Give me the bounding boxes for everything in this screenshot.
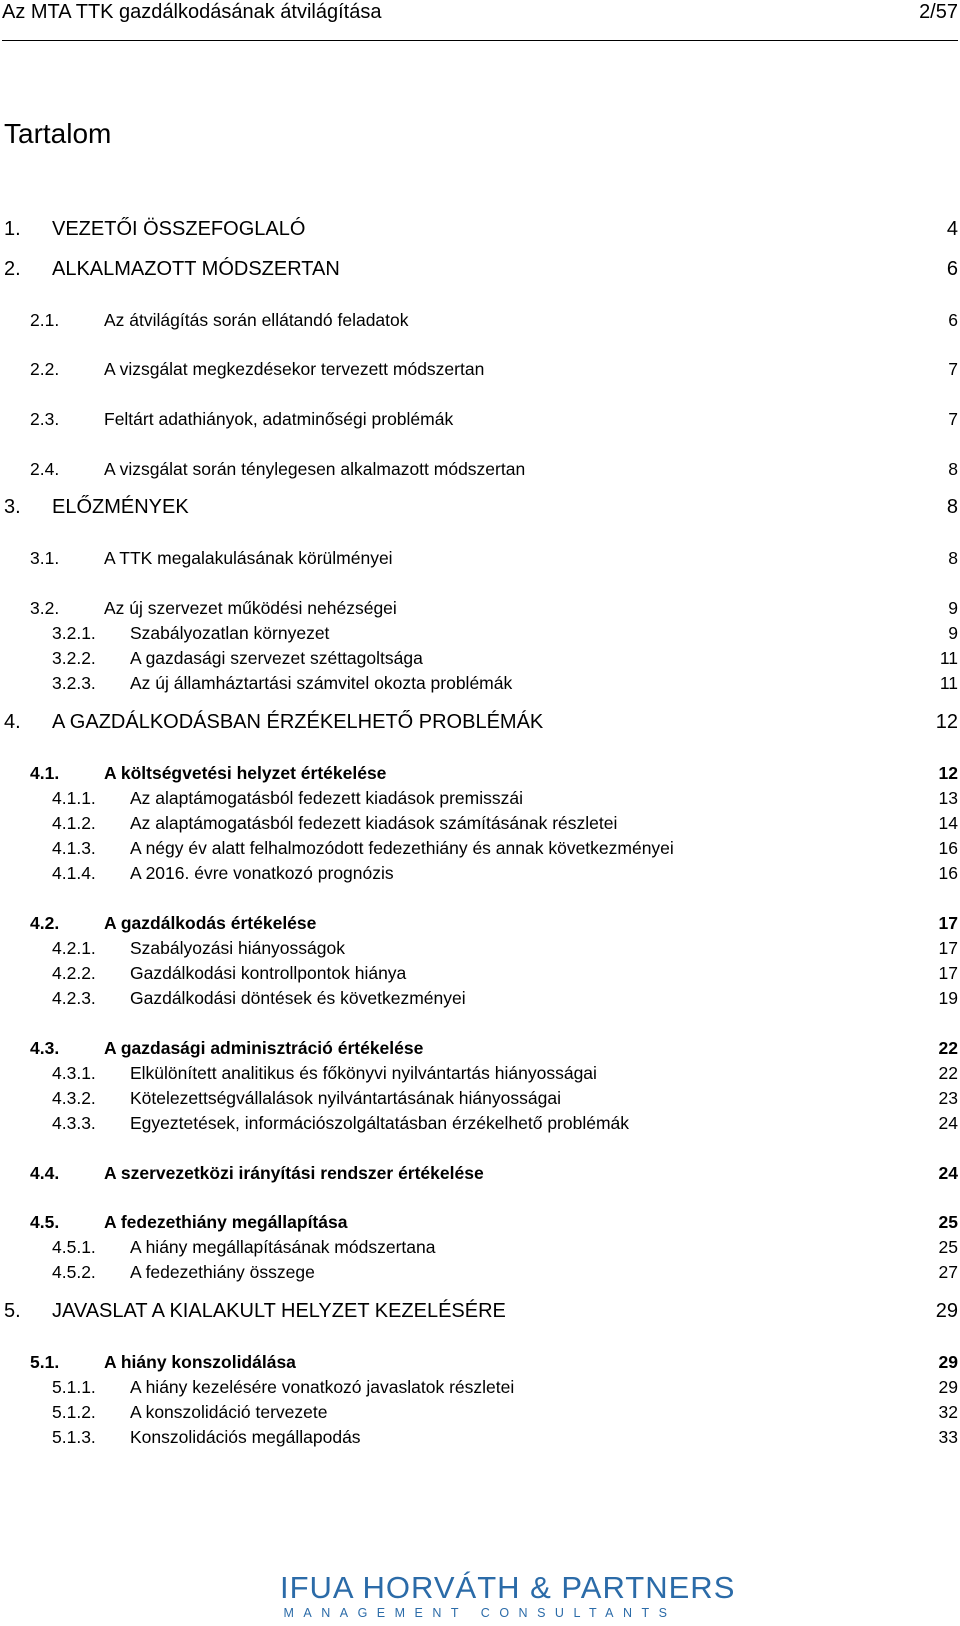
toc-number: 1. (4, 218, 21, 240)
toc-title: Elkülönített analitikus és főkönyvi nyilvántartás hiányosságai (130, 1063, 597, 1083)
toc-title: Szabályozatlan környezet (130, 623, 330, 643)
toc-title: A fedezethiány megállapítása (104, 1212, 348, 1232)
toc-title: Az alaptámogatásból fedezett kiadások premisszái (130, 788, 523, 808)
toc-page: 33 (938, 1427, 958, 1447)
toc-page: 16 (938, 863, 958, 883)
toc-page: 14 (938, 813, 958, 833)
toc-number: 4.2.2. (52, 963, 96, 983)
toc-page: 25 (938, 1237, 958, 1257)
toc-entry[interactable] (0, 1237, 960, 1263)
toc-entry[interactable] (0, 913, 960, 939)
toc-page: 25 (938, 1212, 958, 1232)
toc-page: 9 (948, 623, 958, 643)
toc-entry[interactable] (0, 409, 960, 435)
toc-title: A vizsgálat során ténylegesen alkalmazott módszertan (104, 459, 526, 479)
toc-page: 24 (938, 1113, 958, 1133)
toc-number: 2.1. (30, 310, 60, 330)
toc-entry[interactable] (0, 711, 960, 737)
toc-number: 4.1. (30, 763, 60, 783)
toc-title: Az átvilágítás során ellátandó feladatok (104, 310, 409, 330)
toc-title: Kötelezettségvállalások nyilvántartásának hiányosságai (130, 1088, 561, 1108)
page-number: 2/57 (919, 1, 958, 23)
toc-title: A TTK megalakulásának körülményei (104, 548, 393, 568)
toc-page: 32 (938, 1402, 958, 1422)
toc-number: 3.2.1. (52, 623, 96, 643)
toc-number: 4.5.2. (52, 1262, 96, 1282)
toc-title: VEZETŐI ÖSSZEFOGLALÓ (52, 218, 306, 240)
toc-entry[interactable] (0, 598, 960, 624)
toc-title: Az alaptámogatásból fedezett kiadások számításának részletei (130, 813, 618, 833)
toc-title: A gazdálkodás értékelése (104, 913, 317, 933)
toc-number: 5.1.3. (52, 1427, 96, 1447)
toc-entry[interactable] (0, 863, 960, 889)
toc-page: 13 (938, 788, 958, 808)
toc-page: 23 (938, 1088, 958, 1108)
toc-title: ELŐZMÉNYEK (52, 496, 189, 518)
toc-page: 29 (938, 1352, 958, 1372)
toc-number: 3.2.2. (52, 648, 96, 668)
toc-page: 27 (938, 1262, 958, 1282)
toc-page: 7 (948, 359, 958, 379)
toc-heading: Tartalom (4, 118, 112, 149)
toc-page: 12 (935, 711, 958, 733)
toc-entry[interactable] (0, 1262, 960, 1288)
toc-title: A 2016. évre vonatkozó prognózis (130, 863, 394, 883)
toc-entry[interactable] (0, 496, 960, 522)
toc-title: ALKALMAZOTT MÓDSZERTAN (52, 258, 340, 280)
toc-entry[interactable] (0, 1212, 960, 1238)
toc-number: 3.2. (30, 598, 60, 618)
document-title: Az MTA TTK gazdálkodásának átvilágítása (2, 1, 382, 23)
toc-title: Az új szervezet működési nehézségei (104, 598, 397, 618)
toc-number: 4. (4, 711, 21, 733)
toc-title: A vizsgálat megkezdésekor tervezett módszertan (104, 359, 485, 379)
toc-page: 17 (938, 913, 958, 933)
toc-number: 2. (4, 258, 21, 280)
toc-entry[interactable] (0, 1352, 960, 1378)
toc-entry[interactable] (0, 1063, 960, 1089)
page-header (2, 0, 958, 41)
toc-entry[interactable] (0, 813, 960, 839)
toc-number: 2.4. (30, 459, 60, 479)
toc-entry[interactable] (0, 838, 960, 864)
toc-number: 4.2.3. (52, 988, 96, 1008)
toc-title: A négy év alatt felhalmozódott fedezethiány és annak következményei (130, 838, 674, 858)
company-logo (280, 1570, 736, 1624)
toc-number: 4.1.4. (52, 863, 96, 883)
toc-entry[interactable] (0, 218, 960, 244)
toc-number: 4.2. (30, 913, 60, 933)
toc-page: 29 (935, 1300, 958, 1322)
toc-entry[interactable] (0, 258, 960, 284)
toc-entry[interactable] (0, 1113, 960, 1139)
toc-page: 19 (938, 988, 958, 1008)
toc-number: 2.3. (30, 409, 60, 429)
toc-number: 4.1.3. (52, 838, 96, 858)
toc-title: A hiány konszolidálása (104, 1352, 296, 1372)
toc-number: 4.3.3. (52, 1113, 96, 1133)
toc-entry[interactable] (0, 648, 960, 674)
toc-entry[interactable] (0, 1038, 960, 1064)
toc-title: Feltárt adathiányok, adatminőségi problémák (104, 409, 454, 429)
logo-tagline: MANAGEMENT CONSULTANTS (283, 1606, 677, 1620)
toc-title: Gazdálkodási kontrollpontok hiánya (130, 963, 407, 983)
toc-entry[interactable] (0, 763, 960, 789)
toc-page: 17 (938, 938, 958, 958)
toc-page: 7 (948, 409, 958, 429)
toc-page: 22 (938, 1038, 958, 1058)
toc-title: A hiány megállapításának módszertana (130, 1237, 436, 1257)
toc-number: 4.3. (30, 1038, 60, 1058)
toc-title: A GAZDÁLKODÁSBAN ÉRZÉKELHETŐ PROBLÉMÁK (52, 711, 544, 733)
toc-page: 8 (948, 459, 958, 479)
toc-number: 4.5.1. (52, 1237, 96, 1257)
toc-number: 4.1.1. (52, 788, 96, 808)
toc-entry[interactable] (0, 988, 960, 1014)
toc-entry[interactable] (0, 548, 960, 574)
toc-page: 8 (946, 496, 958, 518)
toc-title: Egyeztetések, információszolgáltatásban érzékelhető problémák (130, 1113, 630, 1133)
toc-entry[interactable] (0, 459, 960, 485)
toc-page: 4 (946, 218, 958, 240)
toc-entry[interactable] (0, 1163, 960, 1189)
toc-entry[interactable] (0, 1088, 960, 1114)
toc-page: 6 (946, 258, 958, 280)
toc-number: 4.3.2. (52, 1088, 96, 1108)
toc-entry[interactable] (0, 788, 960, 814)
toc-number: 4.2.1. (52, 938, 96, 958)
toc-number: 2.2. (30, 359, 60, 379)
toc-title: JAVASLAT A KIALAKULT HELYZET KEZELÉSÉRE (52, 1300, 506, 1322)
toc-entry[interactable] (0, 938, 960, 964)
toc-page: 17 (938, 963, 958, 983)
toc-title: A szervezetközi irányítási rendszer értékelése (104, 1163, 484, 1183)
toc-entry[interactable] (0, 623, 960, 649)
toc-number: 5. (4, 1300, 21, 1322)
toc-number: 4.3.1. (52, 1063, 96, 1083)
toc-entry[interactable] (0, 1402, 960, 1428)
toc-title: A gazdasági adminisztráció értékelése (104, 1038, 424, 1058)
toc-number: 5.1.1. (52, 1377, 96, 1397)
toc-entry[interactable] (0, 673, 960, 699)
toc-title: A költségvetési helyzet értékelése (104, 763, 387, 783)
toc-number: 5.1. (30, 1352, 60, 1372)
toc-number: 4.5. (30, 1212, 60, 1232)
toc-entry[interactable] (0, 1427, 960, 1453)
logo-name: IFUA HORVÁTH & PARTNERS (280, 1570, 736, 1605)
toc-number: 3. (4, 496, 21, 518)
toc-entry[interactable] (0, 963, 960, 989)
toc-page: 11 (939, 673, 958, 693)
toc-title: A fedezethiány összege (130, 1262, 315, 1282)
toc-title: A konszolidáció tervezete (130, 1402, 328, 1422)
toc-page: 11 (939, 648, 958, 668)
toc-page: 6 (948, 310, 958, 330)
toc-title: Szabályozási hiányosságok (130, 938, 345, 958)
toc-number: 3.2.3. (52, 673, 96, 693)
toc-number: 3.1. (30, 548, 60, 568)
toc-title: A gazdasági szervezet széttagoltsága (130, 648, 423, 668)
toc-title: Konszolidációs megállapodás (130, 1427, 361, 1447)
toc-page: 16 (938, 838, 958, 858)
toc-title: Gazdálkodási döntések és következményei (130, 988, 466, 1008)
toc-title: A hiány kezelésére vonatkozó javaslatok részletei (130, 1377, 515, 1397)
toc-number: 5.1.2. (52, 1402, 96, 1422)
toc-entry[interactable] (0, 359, 960, 385)
toc-entry[interactable] (0, 310, 960, 336)
toc-page: 22 (938, 1063, 958, 1083)
toc-number: 4.1.2. (52, 813, 96, 833)
toc-entry[interactable] (0, 1377, 960, 1403)
toc-page: 29 (938, 1377, 958, 1397)
toc-page: 12 (938, 763, 958, 783)
toc-title: Az új államháztartási számvitel okozta problémák (130, 673, 513, 693)
toc-page: 24 (938, 1163, 958, 1183)
toc-page: 9 (948, 598, 958, 618)
toc-entry[interactable] (0, 1300, 960, 1326)
toc-page: 8 (948, 548, 958, 568)
toc-number: 4.4. (30, 1163, 60, 1183)
